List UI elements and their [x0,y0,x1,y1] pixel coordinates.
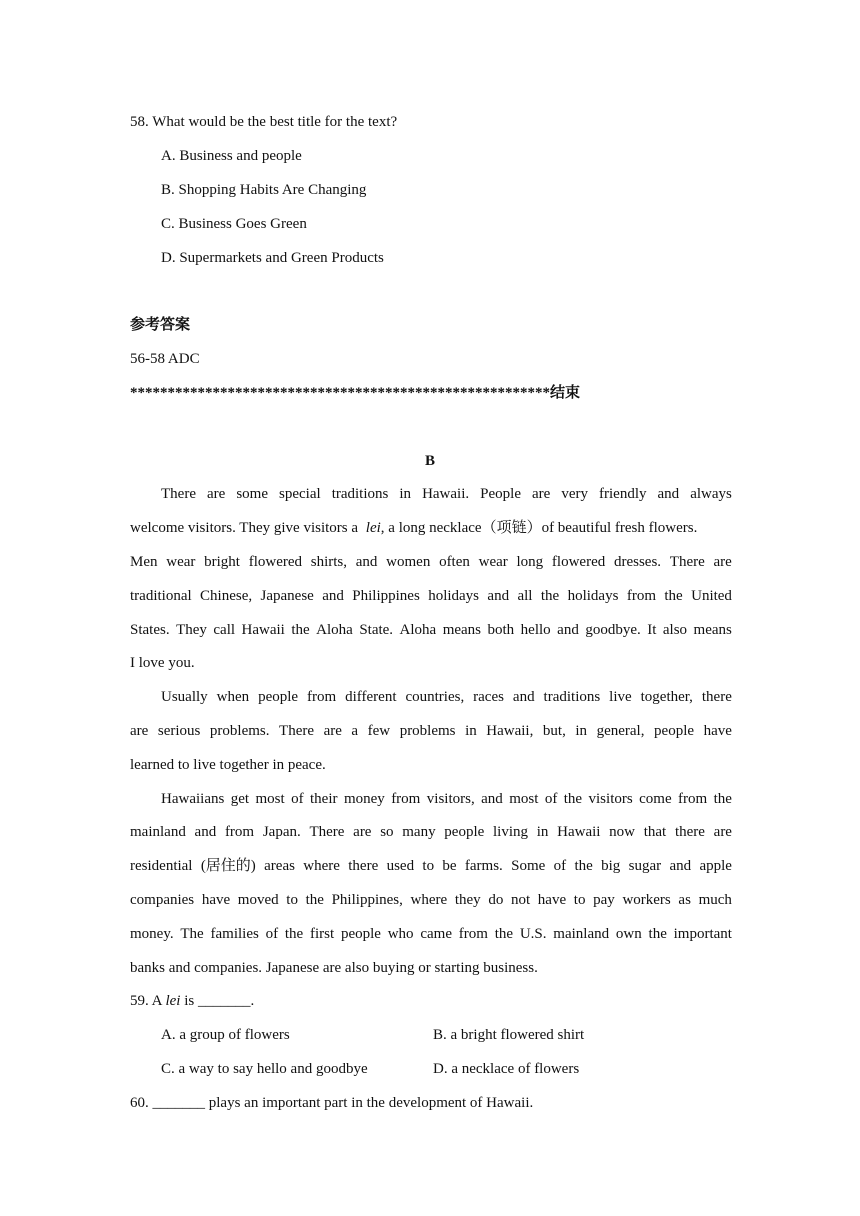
word: Aloha [316,622,353,638]
word: apple [699,858,732,874]
word: where [303,858,340,874]
word: as [678,892,691,908]
word: of [544,791,558,807]
word: families [210,926,259,942]
word: have [537,892,567,908]
word: traditions [543,689,601,705]
word: from [458,926,488,942]
word: (居住的) [200,858,256,874]
word: from [678,791,708,807]
word: goodbye. [585,622,641,638]
word: women [386,554,431,570]
word: to [286,892,298,908]
word: and [657,486,680,502]
word: States. [130,622,170,638]
word: are [532,486,551,502]
word: means [693,622,732,638]
word: some [236,486,268,502]
paragraph-line [130,890,732,910]
word: problems. [209,723,270,739]
word: farms. [464,858,503,874]
word: They [176,622,207,638]
question-59 [130,991,254,1011]
word: in [465,723,477,739]
word: the [648,926,667,942]
word: now [609,824,636,840]
word: most [509,791,539,807]
word: big [601,858,621,874]
word: few [367,723,391,739]
word: be [442,858,457,874]
word: came [420,926,452,942]
word: money [343,791,385,807]
paragraph-line [130,856,732,876]
word: holidays [428,588,480,604]
paragraph-line [130,518,732,538]
q59-option-d: D. a necklace of flowers [433,1061,580,1077]
word: are [323,723,342,739]
q58-option-a: A. Business and people [161,148,302,164]
word: Hawaii [241,622,285,638]
word: moved [237,892,279,908]
word: the [574,858,593,874]
word: friendly [599,486,647,502]
word: visitors [588,791,633,807]
word: and [481,791,503,807]
paragraph-line [161,484,732,504]
word: the [664,588,683,604]
word: residential [130,858,193,874]
question-60: 60. _______ plays an important part in the development of Hawaii. [130,1095,534,1111]
word: important [673,926,732,942]
word: people [654,723,695,739]
word: wear [166,554,196,570]
word: first [310,926,335,942]
word: and [487,588,510,604]
section-heading: B [424,453,435,469]
word: the [563,791,583,807]
word: are [353,824,372,840]
word: U.S. [519,926,547,942]
word: from [307,689,337,705]
word: the [713,791,732,807]
paragraph-line [161,687,732,707]
word: Hawaii. [422,486,470,502]
word: special [279,486,321,502]
paragraph-line: banks and companies. Japanese are also buying or starting business. [130,960,538,976]
paragraph-line [130,552,732,572]
word: often [439,554,470,570]
word: the [540,588,560,604]
paragraph-text: , a long necklace（项链）of beautiful fresh flowers. [380,520,698,536]
word: problems [399,723,456,739]
paragraph-line [161,789,732,809]
word: the [305,892,324,908]
word: are [713,824,732,840]
word: Usually [161,689,208,705]
word: Some [511,858,546,874]
word: very [561,486,588,502]
word: a [351,723,359,739]
word: their [310,791,338,807]
word: Philippines [352,588,420,604]
word: Philippines, [331,892,403,908]
q58-option-d: D. Supermarkets and Green Products [161,250,384,266]
answer-key-value: 56-58 ADC [130,351,200,367]
word: much [698,892,732,908]
word: both [487,622,515,638]
word: of [553,858,567,874]
word: pay [593,892,615,908]
word: live [609,689,632,705]
word: not [510,892,531,908]
word: when [216,689,250,705]
word: mainland [553,926,610,942]
word: there [674,824,705,840]
word: races [473,689,504,705]
word: United [691,588,732,604]
word: and [194,824,217,840]
word: people [258,689,299,705]
word: visitors, [426,791,475,807]
word: also [662,622,688,638]
word: the [284,926,304,942]
word: most [255,791,285,807]
q59-option-c: C. a way to say hello and goodbye [161,1061,368,1077]
word: companies [130,892,195,908]
word: in [536,824,549,840]
section-divider: ********************************************************结束 [130,385,581,401]
word: and [355,554,378,570]
word: in [575,723,588,739]
word: that [643,824,667,840]
word: Japanese [260,588,314,604]
word: in [399,486,412,502]
word: It [647,622,657,638]
word: do [488,892,504,908]
word: many [402,824,436,840]
word: have [703,723,732,739]
q58-option-c: C. Business Goes Green [161,216,307,232]
word: people [444,824,485,840]
word: who [387,926,414,942]
word: get [230,791,250,807]
word: People [480,486,521,502]
word: of [291,791,304,807]
word: mainland [130,824,186,840]
word: There [161,486,196,502]
word: where [410,892,448,908]
paragraph-text: welcome visitors. They give visitors a [130,520,359,536]
paragraph-line [130,586,732,606]
word: to [422,858,435,874]
word: own [615,926,642,942]
word: to [573,892,586,908]
q58-option-b: B. Shopping Habits Are Changing [161,182,367,198]
word: workers [622,892,671,908]
word: there [348,858,379,874]
word: are [713,554,732,570]
word: from [224,824,255,840]
q59-suffix: is _______. [180,993,255,1009]
word: Japan. [262,824,301,840]
word: call [213,622,236,638]
word: countries, [405,689,465,705]
word: but, [542,723,566,739]
word: have [201,892,231,908]
word: and [322,588,344,604]
word: means [442,622,482,638]
word: Men [130,554,158,570]
word: There [309,824,345,840]
word: always [690,486,732,502]
word: so [380,824,394,840]
word: Hawaii, [486,723,534,739]
word: general, [596,723,645,739]
word: wear [478,554,508,570]
word: different [345,689,397,705]
word: and [512,689,535,705]
italic-term: lei [365,520,381,536]
word: sugar [628,858,662,874]
word: and [669,858,692,874]
word: traditions [331,486,389,502]
word: all [517,588,533,604]
word: of [265,926,279,942]
word: flowered [248,554,303,570]
word: come [639,791,672,807]
word: holidays [567,588,619,604]
q59-option-b: B. a bright flowered shirt [433,1027,585,1043]
word: There [669,554,705,570]
word: people [340,926,381,942]
word: money. [130,926,174,942]
word: used [386,858,415,874]
word: living [493,824,529,840]
word: they [454,892,481,908]
paragraph-line [130,721,732,741]
word: and [557,622,579,638]
word: are [130,723,149,739]
q59-option-a: A. a group of flowers [161,1027,290,1043]
word: hello [520,622,551,638]
word: together, [640,689,693,705]
word: serious [157,723,201,739]
word: Hawaiians [161,791,225,807]
paragraph-line [130,822,732,842]
q59-prefix: 59. A [130,993,166,1009]
word: the [494,926,514,942]
paragraph-line [130,924,732,944]
paragraph-line: learned to live together in peace. [130,757,326,773]
word: from [391,791,421,807]
q59-italic-term: lei [165,993,181,1009]
word: Chinese, [200,588,253,604]
word: traditional [130,588,192,604]
answer-key-heading: 参考答案 [130,317,191,333]
word: dresses. [613,554,662,570]
word: shirts, [310,554,348,570]
word: there [701,689,732,705]
word: Hawaii [557,824,601,840]
word: State. [359,622,394,638]
paragraph-line [130,620,732,640]
word: are [207,486,226,502]
word: areas [264,858,295,874]
question-58: 58. What would be the best title for the text? [130,114,398,130]
paragraph-line: I love you. [130,655,195,671]
word: flowered [551,554,606,570]
word: long [516,554,544,570]
word: the [291,622,310,638]
word: The [180,926,204,942]
word: There [279,723,315,739]
word: bright [204,554,240,570]
word: from [626,588,656,604]
word: Aloha [399,622,437,638]
